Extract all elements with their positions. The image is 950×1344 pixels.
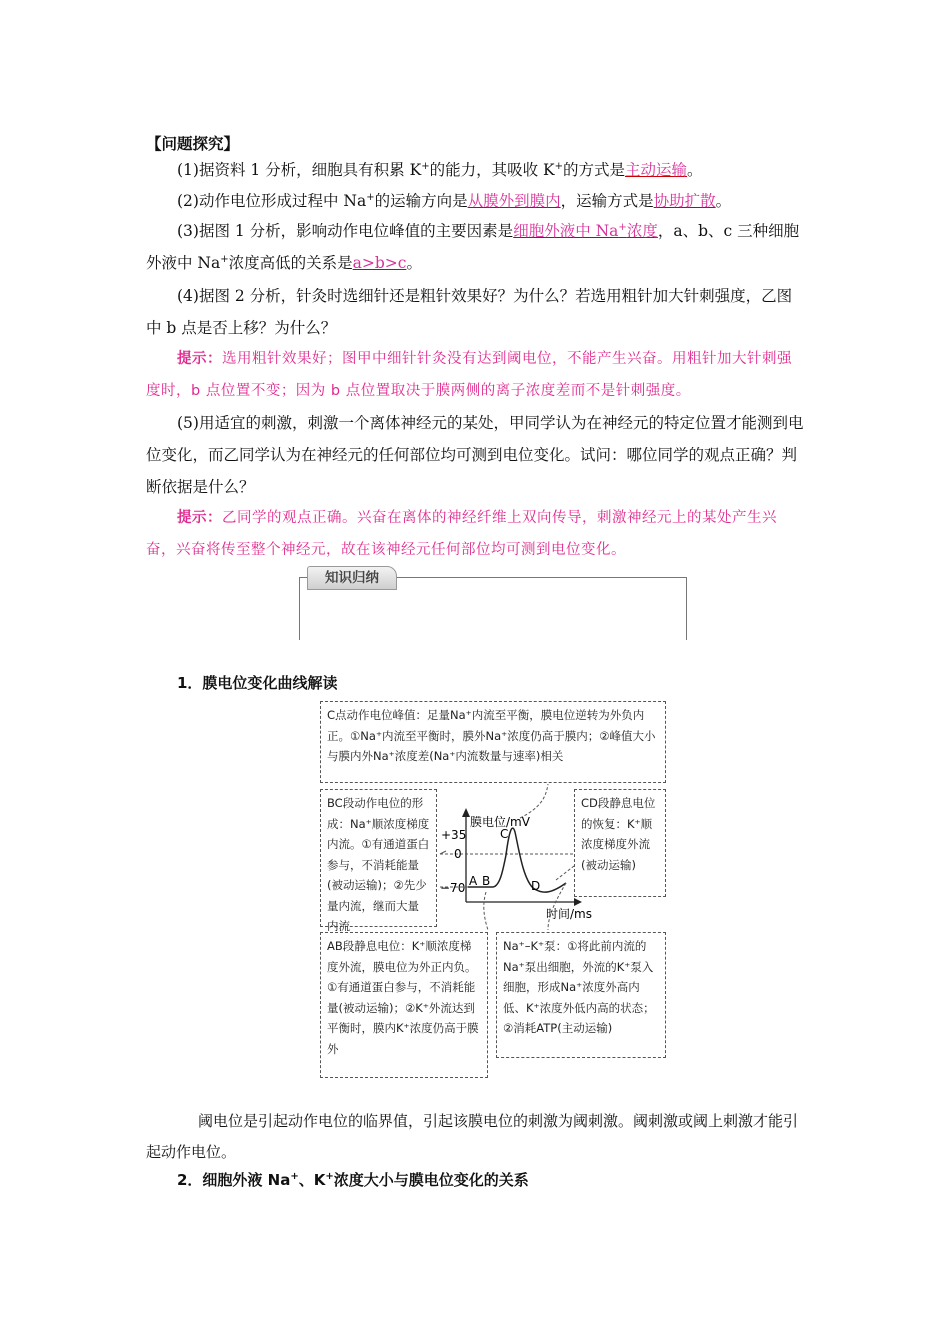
point-b-label: B [482, 874, 491, 888]
hint-4: 提示：选用粗针效果好；图甲中细针针灸没有达到阈电位，不能产生兴奋。用粗针加大针刺强度时，b 点位置不变；因为 b 点位置取决于膜两侧的离子浓度差而不是针刺强度。 [146, 351, 792, 399]
x-axis-label: 时间/ms [546, 907, 592, 921]
question-4: (4)据图 2 分析，针灸时选细针还是粗针效果好？为什么？若选用粗针加大针刺强度，乙图中 b 点是否上移？为什么？ [146, 287, 793, 337]
box-cd-segment: CD段静息电位的恢复：K⁺顺浓度梯度外流(被动运输) [574, 789, 666, 897]
threshold-paragraph: 阈电位是引起动作电位的临界值，引起该膜电位的刺激为阈刺激。阈刺激或阈上刺激才能引起动作电位。 [146, 1112, 799, 1161]
section-2-title: 2．细胞外液 Na+、K+浓度大小与膜电位变化的关系 [177, 1171, 529, 1189]
question-1: (1)据资料 1 分析，细胞具有积累 K+的能力，其吸收 K+的方式是主动运输。 [177, 160, 703, 179]
box-ab-segment: AB段静息电位：K⁺顺浓度梯度外流，膜电位为外正内负。①有通道蛋白参与，不消耗能量(被动运输)；②K⁺外流达到平衡时，膜内K⁺浓度仍高于膜外 [320, 932, 488, 1078]
question-2: (2)动作电位形成过程中 Na+的运输方向是从膜外到膜内，运输方式是协助扩散。 [177, 191, 732, 210]
answer-2b: 协助扩散 [653, 192, 716, 210]
answer-1: 主动运输 [625, 161, 688, 179]
connector-cd [556, 866, 574, 880]
box-c-peak: C点动作电位峰值：足量Na⁺内流至平衡，膜电位逆转为外负内正。①Na⁺内流至平衡时，膜外Na⁺浓度仍高于膜内；②峰值大小与膜内外Na⁺浓度差(Na⁺内流数量与速率)相关 [320, 701, 666, 783]
question-3: (3)据图 1 分析，影响动作电位峰值的主要因素是细胞外液中 Na+浓度，a、b、c 三种细胞外液中 Na+浓度高低的关系是a>b>c。 [146, 221, 800, 272]
tick-minus-70: −70 [440, 881, 466, 895]
section-1-title: 1．膜电位变化曲线解读 [177, 674, 338, 692]
box-bc-segment: BC段动作电位的形成：Na⁺顺浓度梯度内流。①有通道蛋白参与，不消耗能量(被动运输)；②先少量内流，继而大量内流 [320, 789, 437, 927]
point-d-label: D [531, 879, 541, 893]
x-axis-arrow [574, 898, 582, 906]
answer-3b: a>b>c [352, 254, 407, 272]
y-axis-label: 膜电位/mV [470, 815, 530, 829]
question-5: (5)用适宜的刺激，刺激一个离体神经元的某处，甲同学认为在神经元的特定位置才能测到电位变化，而乙同学认为在神经元的任何部位均可测到电位变化。试问：哪位同学的观点正确？判断依据是什么？ [146, 414, 804, 496]
answer-3a: 细胞外液中 Na+浓度 [513, 221, 658, 240]
connector-ab [484, 892, 488, 930]
point-a-label: A [469, 874, 478, 888]
tick-0: 0 [454, 847, 462, 861]
connector-c [520, 784, 548, 818]
section-title: 【问题探究】 [146, 134, 240, 153]
y-axis-arrow [462, 808, 470, 817]
box-na-k-pump: Na⁺–K⁺泵：①将此前内流的Na⁺泵出细胞，外流的K⁺泵入细胞，形成Na⁺浓度外高内低、K⁺浓度外低内高的状态；②消耗ATP(主动运输) [496, 932, 666, 1058]
knowledge-tab: 知识归纳 [307, 566, 397, 590]
hint-5: 提示：乙同学的观点正确。兴奋在离体的神经纤维上双向传导，刺激神经元上的某处产生兴奋，兴奋将传至整个神经元，故在该神经元任何部位均可测到电位变化。 [146, 510, 777, 558]
answer-2a: 从膜外到膜内 [467, 192, 561, 210]
tick-plus-35: +35 [441, 828, 467, 842]
point-c-label: C [500, 827, 509, 841]
